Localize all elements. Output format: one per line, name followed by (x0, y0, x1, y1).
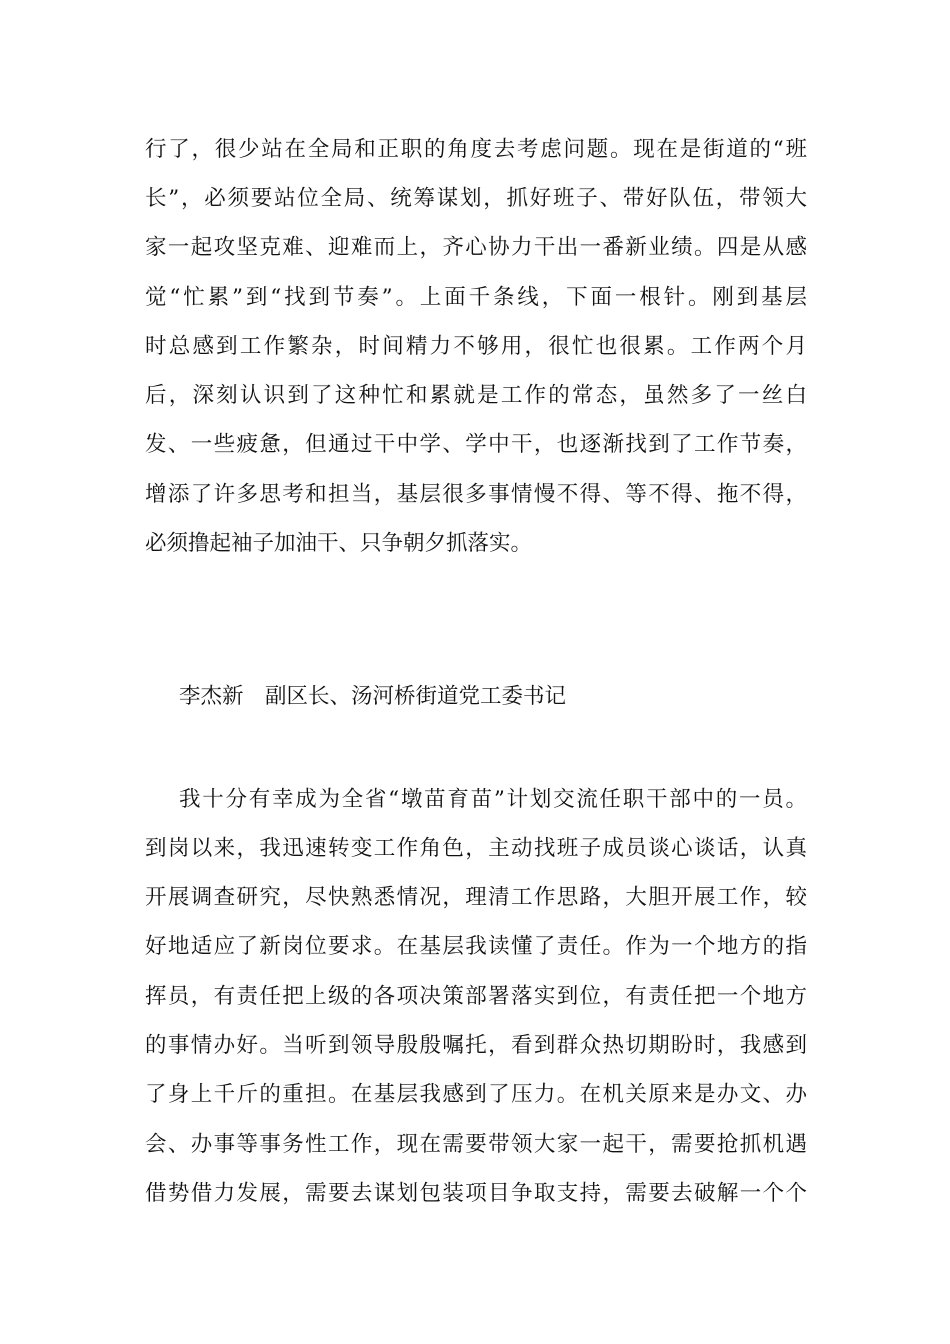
text-line: 家一起攻坚克难、迎难而上，齐心协力干出一番新业绩。四是从感 (145, 235, 807, 260)
text-line: 长”，必须要站位全局、统筹谋划，抓好班子、带好队伍，带领大 (145, 186, 807, 211)
text-line: 发、一些疲惫，但通过干中学、学中干，也逐渐找到了工作节奏， (145, 432, 807, 457)
text-line: 我十分有幸成为全省“墩苗育苗”计划交流任职干部中的一员。 (179, 787, 807, 812)
text-line: 到岗以来，我迅速转变工作角色，主动找班子成员谈心谈话，认真 (145, 836, 807, 861)
text-line: 好地适应了新岗位要求。在基层我读懂了责任。作为一个地方的指 (145, 934, 807, 959)
text-line: 会、办事等事务性工作，现在需要带领大家一起干，需要抢抓机遇 (145, 1132, 807, 1157)
text-line: 觉“忙累”到“找到节奏”。上面千条线，下面一根针。刚到基层 (145, 285, 807, 310)
text-line: 增添了许多思考和担当，基层很多事情慢不得、等不得、拖不得， (145, 482, 807, 507)
text-line: 后，深刻认识到了这种忙和累就是工作的常态，虽然多了一丝白 (145, 383, 807, 408)
text-line: 时总感到工作繁杂，时间精力不够用，很忙也很累。工作两个月 (145, 334, 807, 359)
text-line: 行了，很少站在全局和正职的角度去考虑问题。现在是街道的“班 (145, 137, 807, 162)
text-line: 挥员，有责任把上级的各项决策部署落实到位，有责任把一个地方 (145, 984, 807, 1009)
speaker-heading (179, 682, 566, 712)
text-line: 开展调查研究，尽快熟悉情况，理清工作思路，大胆开展工作，较 (145, 885, 807, 910)
speaker-name: 李杰新 (179, 684, 244, 709)
speaker-title: 副区长、汤河桥街道党工委书记 (265, 684, 567, 709)
text-line: 了身上千斤的重担。在基层我感到了压力。在机关原来是办文、办 (145, 1082, 807, 1107)
text-line: 必须撸起袖子加油干、只争朝夕抓落实。 (145, 531, 533, 556)
text-line: 的事情办好。当听到领导殷殷嘱托，看到群众热切期盼时，我感到 (145, 1033, 807, 1058)
text-line: 借势借力发展，需要去谋划包装项目争取支持，需要去破解一个个 (145, 1181, 807, 1206)
